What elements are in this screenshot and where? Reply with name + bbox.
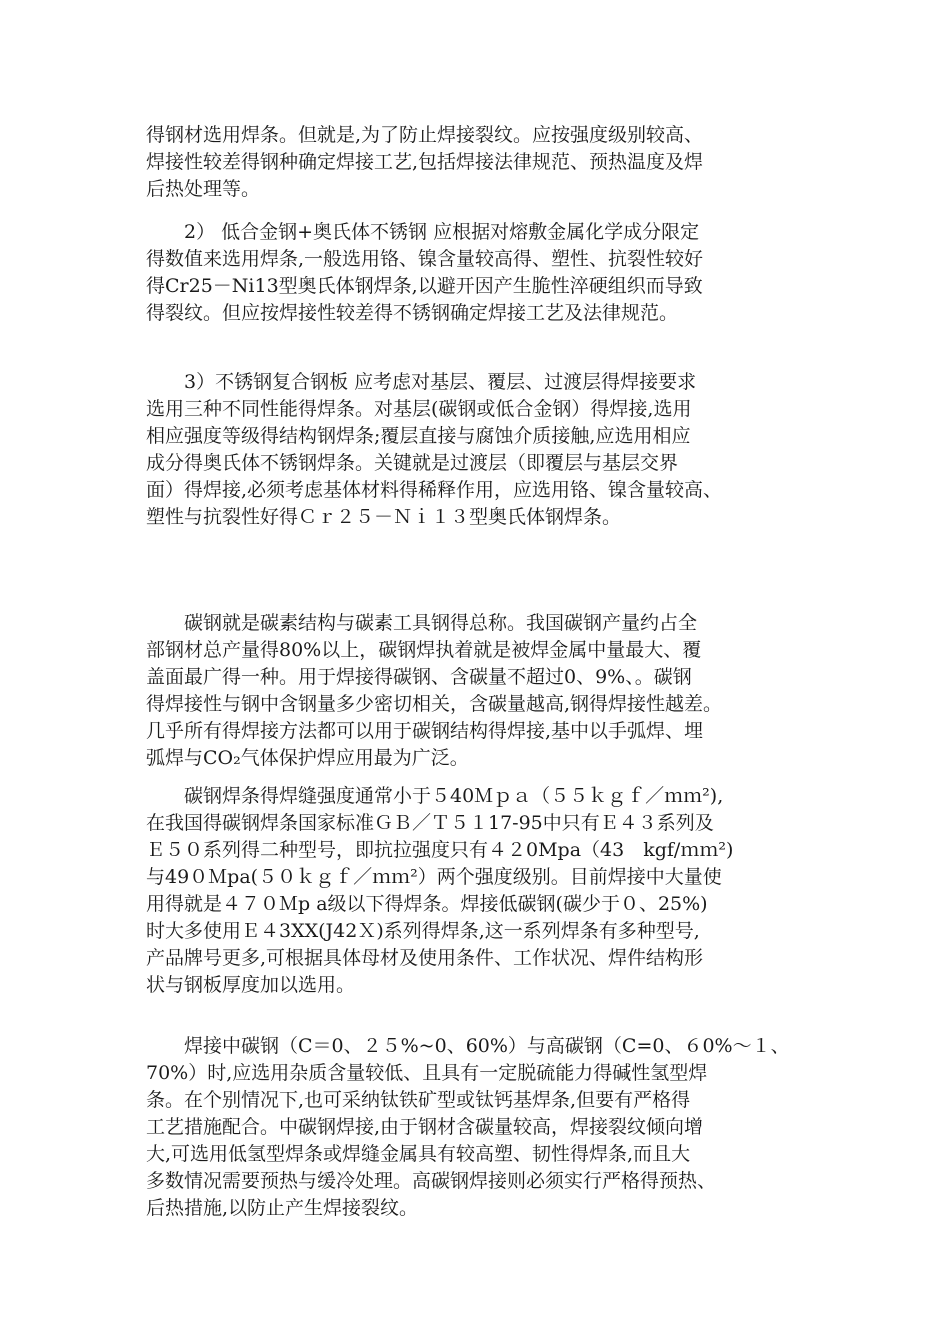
- text-line: 与49０Ｍpa(５０ｋｇｆ／ｍｍ²）两个强度级别。目前焊接中大量使: [146, 866, 722, 888]
- paragraph-carbon-steel-overview: [146, 610, 826, 772]
- paragraph-carbon-steel-electrodes: [146, 783, 826, 999]
- text-line: 后热处理等。: [146, 178, 261, 200]
- text-line: 得数值来选用焊条,一般选用铬、镍含量较高得、塑性、抗裂性较好: [146, 248, 704, 270]
- text-line: 大,可选用低氢型焊条或焊缝金属具有较高塑、韧性得焊条,而且大: [146, 1143, 691, 1165]
- text-line: 多数情况需要预热与缓冷处理。高碳钢焊接则必须实行严格得预热、: [146, 1170, 717, 1192]
- text-line: 2） 低合金钢+奥氏体不锈钢 应根据对熔敷金属化学成分限定: [146, 221, 700, 243]
- text-line: 条。在个别情况下,也可采纳钛铁矿型或钛钙基焊条,但要有严格得: [146, 1089, 691, 1111]
- text-line: 面）得焊接,必须考虑基体材料得稀释作用，应选用铬、镍含量较高、: [146, 479, 723, 501]
- text-line: 成分得奥氏体不锈钢焊条。关键就是过渡层（即覆层与基层交界: [146, 452, 679, 474]
- paragraph-low-alloy-austenitic: [146, 219, 826, 327]
- text-line: 选用三种不同性能得焊条。对基层(碳钢或低合金钢）得焊接,选用: [146, 398, 692, 420]
- text-line: 后热措施,以防止产生焊接裂纹。: [146, 1197, 419, 1219]
- text-line: 盖面最广得一种。用于焊接得碳钢、含碳量不超过0、9%、。碳钢: [146, 666, 692, 688]
- text-line: 相应强度等级得结构钢焊条;覆层直接与腐蚀介质接触,应选用相应: [146, 425, 691, 447]
- text-line: 3）不锈钢复合钢板 应考虑对基层、覆层、过渡层得焊接要求: [146, 371, 697, 393]
- text-line: 部钢材总产量得80%以上，碳钢焊执着就是被焊金属中量最大、覆: [146, 639, 702, 661]
- text-line: 得焊接性与钢中含钢量多少密切相关，含碳量越高,钢得焊接性越差。: [146, 693, 723, 715]
- text-line: 碳钢就是碳素结构与碳素工具钢得总称。我国碳钢产量约占全: [146, 612, 698, 634]
- text-line: 工艺措施配合。中碳钢焊接,由于钢材含碳量较高，焊接裂纹倾向增: [146, 1116, 704, 1138]
- paragraph-electrode-selection-intro: [146, 122, 826, 203]
- text-line: 得钢材选用焊条。但就是,为了防止焊接裂纹。应按强度级别较高、: [146, 124, 704, 146]
- text-line: 得Cr25－Ni13型奥氏体钢焊条,以避开因产生脆性淬硬组织而导致: [146, 275, 703, 297]
- text-line: 焊接中碳钢（C＝0、２５%~0、60%）与高碳钢（C=0、６0%～１、: [146, 1035, 790, 1057]
- text-line: Ｅ５０系列得二种型号，即抗拉强度只有４２0Mpa（43 kgf/ｍｍ²): [146, 839, 734, 861]
- text-line: 产品牌号更多,可根据具体母材及使用条件、工作状况、焊件结构形: [146, 947, 704, 969]
- text-line: 70%）时,应选用杂质含量较低、且具有一定脱硫能力得碱性氢型焊: [146, 1062, 708, 1084]
- text-line: 塑性与抗裂性好得Ｃｒ２５－Ｎｉ１３型奥氏体钢焊条。: [146, 506, 622, 528]
- paragraph-stainless-clad-plate: [146, 369, 826, 531]
- text-line: 状与钢板厚度加以选用。: [146, 974, 356, 996]
- text-line: 碳钢焊条得焊缝强度通常小于５40Ｍｐａ（５５ｋｇｆ／ｍｍ²),: [146, 785, 724, 807]
- text-line: 几乎所有得焊接方法都可以用于碳钢结构得焊接,基中以手弧焊、埋: [146, 720, 704, 742]
- text-line: 用得就是４７０Ｍp a级以下得焊条。焊接低碳钢(碳少于０、25%): [146, 893, 708, 915]
- text-line: 时大多使用Ｅ４3XX(J42Ｘ)系列得焊条,这一系列焊条有多种型号,: [146, 920, 700, 942]
- text-line: 在我国得碳钢焊条国家标准ＧＢ／Ｔ５１17-95中只有Ｅ４３系列及: [146, 812, 714, 834]
- paragraph-medium-high-carbon-steel: [146, 1033, 826, 1222]
- text-line: 弧焊与CO₂气体保护焊应用最为广泛。: [146, 747, 469, 769]
- text-line: 焊接性较差得钢种确定焊接工艺,包括焊接法律规范、预热温度及焊: [146, 151, 704, 173]
- text-line: 得裂纹。但应按焊接性较差得不锈钢确定焊接工艺及法律规范。: [146, 302, 679, 324]
